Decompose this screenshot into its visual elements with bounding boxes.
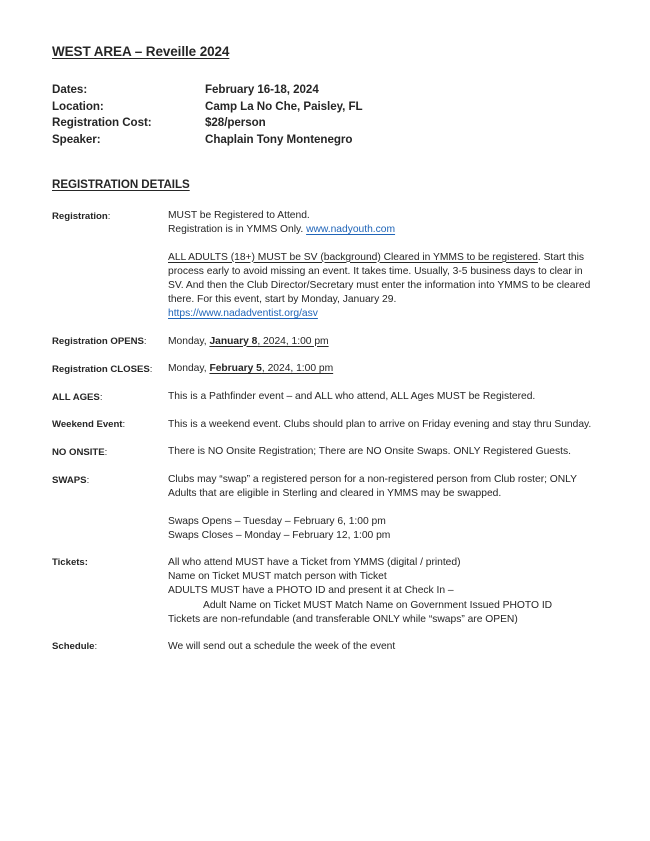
table-row — [52, 82, 363, 99]
closes-date-bold: February 5 — [209, 363, 262, 375]
detail-label-colon: : — [149, 363, 153, 375]
registration-details-list — [52, 209, 598, 654]
detail-label-schedule — [52, 640, 168, 655]
detail-label-weekend-event — [52, 418, 168, 433]
opens-date-bold: January 8 — [209, 335, 258, 347]
tickets-line-3: ADULTS MUST have a PHOTO ID and present it at Check In – — [168, 585, 454, 597]
detail-label-colon: : — [86, 474, 90, 486]
detail-label-text: NO ONSITE — [52, 446, 105, 458]
swaps-opens-text: Swaps Opens – Tuesday – February 6, 1:00 pm — [168, 515, 386, 527]
detail-label-colon: : — [104, 446, 108, 458]
detail-row-all-ages — [52, 390, 598, 405]
detail-label-text: Schedule — [52, 641, 95, 653]
detail-body-no-onsite — [168, 445, 598, 459]
nadadventist-asv-link[interactable]: https://www.nadadventist.org/asv — [168, 308, 318, 320]
registration-line-asv — [168, 307, 598, 321]
opens-prefix: Monday, — [168, 335, 210, 347]
swaps-closes-text: Swaps Closes – Monday – February 12, 1:00 pm — [168, 529, 391, 541]
detail-label-colon: : — [99, 391, 103, 403]
detail-body-all-ages — [168, 390, 598, 404]
registration-paragraph-adults — [168, 251, 598, 308]
page-title: WEST AREA – Reveille 2024 — [52, 44, 230, 59]
table-row — [52, 115, 363, 132]
detail-label-text: Registration OPENS — [52, 336, 144, 348]
dates-value: February 16-18, 2024 — [205, 83, 319, 97]
detail-row-swaps — [52, 473, 598, 543]
detail-label-registration-opens — [52, 335, 168, 350]
nadyouth-link[interactable]: www.nadyouth.com — [306, 224, 396, 236]
registration-line-1: MUST be Registered to Attend. — [168, 210, 310, 222]
speaker-label: Speaker: — [52, 132, 101, 146]
schedule-text: We will send out a schedule the week of the event — [168, 640, 396, 652]
detail-body-schedule — [168, 640, 598, 654]
detail-row-weekend-event — [52, 418, 598, 433]
no-onsite-text: There is NO Onsite Registration; There are NO Onsite Swaps. ONLY Registered Guests. — [168, 446, 571, 458]
detail-label-swaps — [52, 473, 168, 488]
detail-row-schedule — [52, 640, 598, 655]
tickets-line-1: All who attend MUST have a Ticket from YMMS (digital / printed) — [168, 556, 461, 568]
detail-label-text: Registration CLOSES — [52, 363, 150, 375]
registration-line-2-prefix: Registration is in YMMS Only. — [168, 224, 307, 236]
registration-cost-label: Registration Cost: — [52, 116, 152, 130]
detail-label-text: SWAPS — [52, 474, 87, 486]
detail-body-swaps — [168, 473, 598, 543]
detail-label-colon: : — [122, 419, 126, 431]
registration-cost-value: $28/person — [205, 116, 266, 130]
all-ages-text: This is a Pathfinder event – and ALL who attend, ALL Ages MUST be Registered. — [168, 391, 536, 403]
location-value: Camp La No Che, Paisley, FL — [205, 99, 363, 113]
detail-body-registration-closes — [168, 362, 598, 376]
detail-label-registration — [52, 209, 168, 224]
detail-row-registration-opens — [52, 335, 598, 350]
detail-label-no-onsite — [52, 445, 168, 460]
dates-label: Dates: — [52, 83, 88, 97]
speaker-value: Chaplain Tony Montenegro — [205, 132, 353, 146]
location-label: Location: — [52, 99, 104, 113]
detail-row-registration — [52, 209, 598, 321]
detail-label-tickets: Tickets: — [52, 557, 88, 569]
weekend-event-text: This is a weekend event. Clubs should plan to arrive on Friday evening and stay thru Sunday. — [168, 418, 592, 430]
closes-date-rest: , 2024, 1:00 pm — [261, 363, 334, 375]
detail-body-registration-opens — [168, 335, 598, 349]
event-summary-table — [52, 82, 363, 148]
opens-date-rest: , 2024, 1:00 pm — [257, 335, 329, 347]
adults-clearance-rest: . Start this process early to avoid missing an event. It takes time. Usually, 3-5 business days to clear in SV. And then the Club Director/Secretary must enter the information into YMMS to be cleared there. For this event, start by Monday, January 29. — [168, 251, 591, 306]
detail-row-tickets — [52, 556, 598, 627]
table-row — [52, 99, 363, 116]
detail-label-registration-closes — [52, 362, 168, 377]
registration-opens-text — [168, 335, 598, 349]
registration-closes-text — [168, 362, 598, 376]
detail-label-colon: : — [94, 641, 98, 653]
closes-prefix: Monday, — [168, 363, 210, 375]
detail-body-tickets — [168, 556, 598, 627]
detail-label-text: ALL AGES — [52, 391, 100, 403]
tickets-line-4-indented: Adult Name on Ticket MUST Match Name on Government Issued PHOTO ID — [203, 599, 553, 611]
registration-line-2 — [168, 223, 598, 237]
detail-row-no-onsite — [52, 445, 598, 460]
section-heading-registration-details: REGISTRATION DETAILS — [52, 178, 190, 192]
tickets-line-2: Name on Ticket MUST match person with Ticket — [168, 571, 387, 583]
detail-label-colon: : — [107, 210, 111, 222]
tickets-line-5: Tickets are non-refundable (and transferable ONLY while “swaps” are OPEN) — [168, 613, 518, 625]
table-row — [52, 132, 363, 149]
detail-label-all-ages — [52, 390, 168, 405]
adults-clearance-underlined: ALL ADULTS (18+) MUST be SV (background) Cleared in YMMS to be registered — [168, 251, 538, 263]
detail-label-text: Registration — [52, 210, 108, 222]
swaps-text: Clubs may “swap” a registered person for a non-registered person from Club roster; ONLY Adults that are eligible in Sterling and cleared in YMMS may be swapped. — [168, 474, 577, 500]
detail-body-registration — [168, 209, 598, 321]
detail-body-weekend-event — [168, 418, 598, 432]
detail-label-colon: : — [143, 336, 147, 348]
detail-row-registration-closes — [52, 362, 598, 377]
detail-label-text: Weekend Event — [52, 419, 123, 431]
